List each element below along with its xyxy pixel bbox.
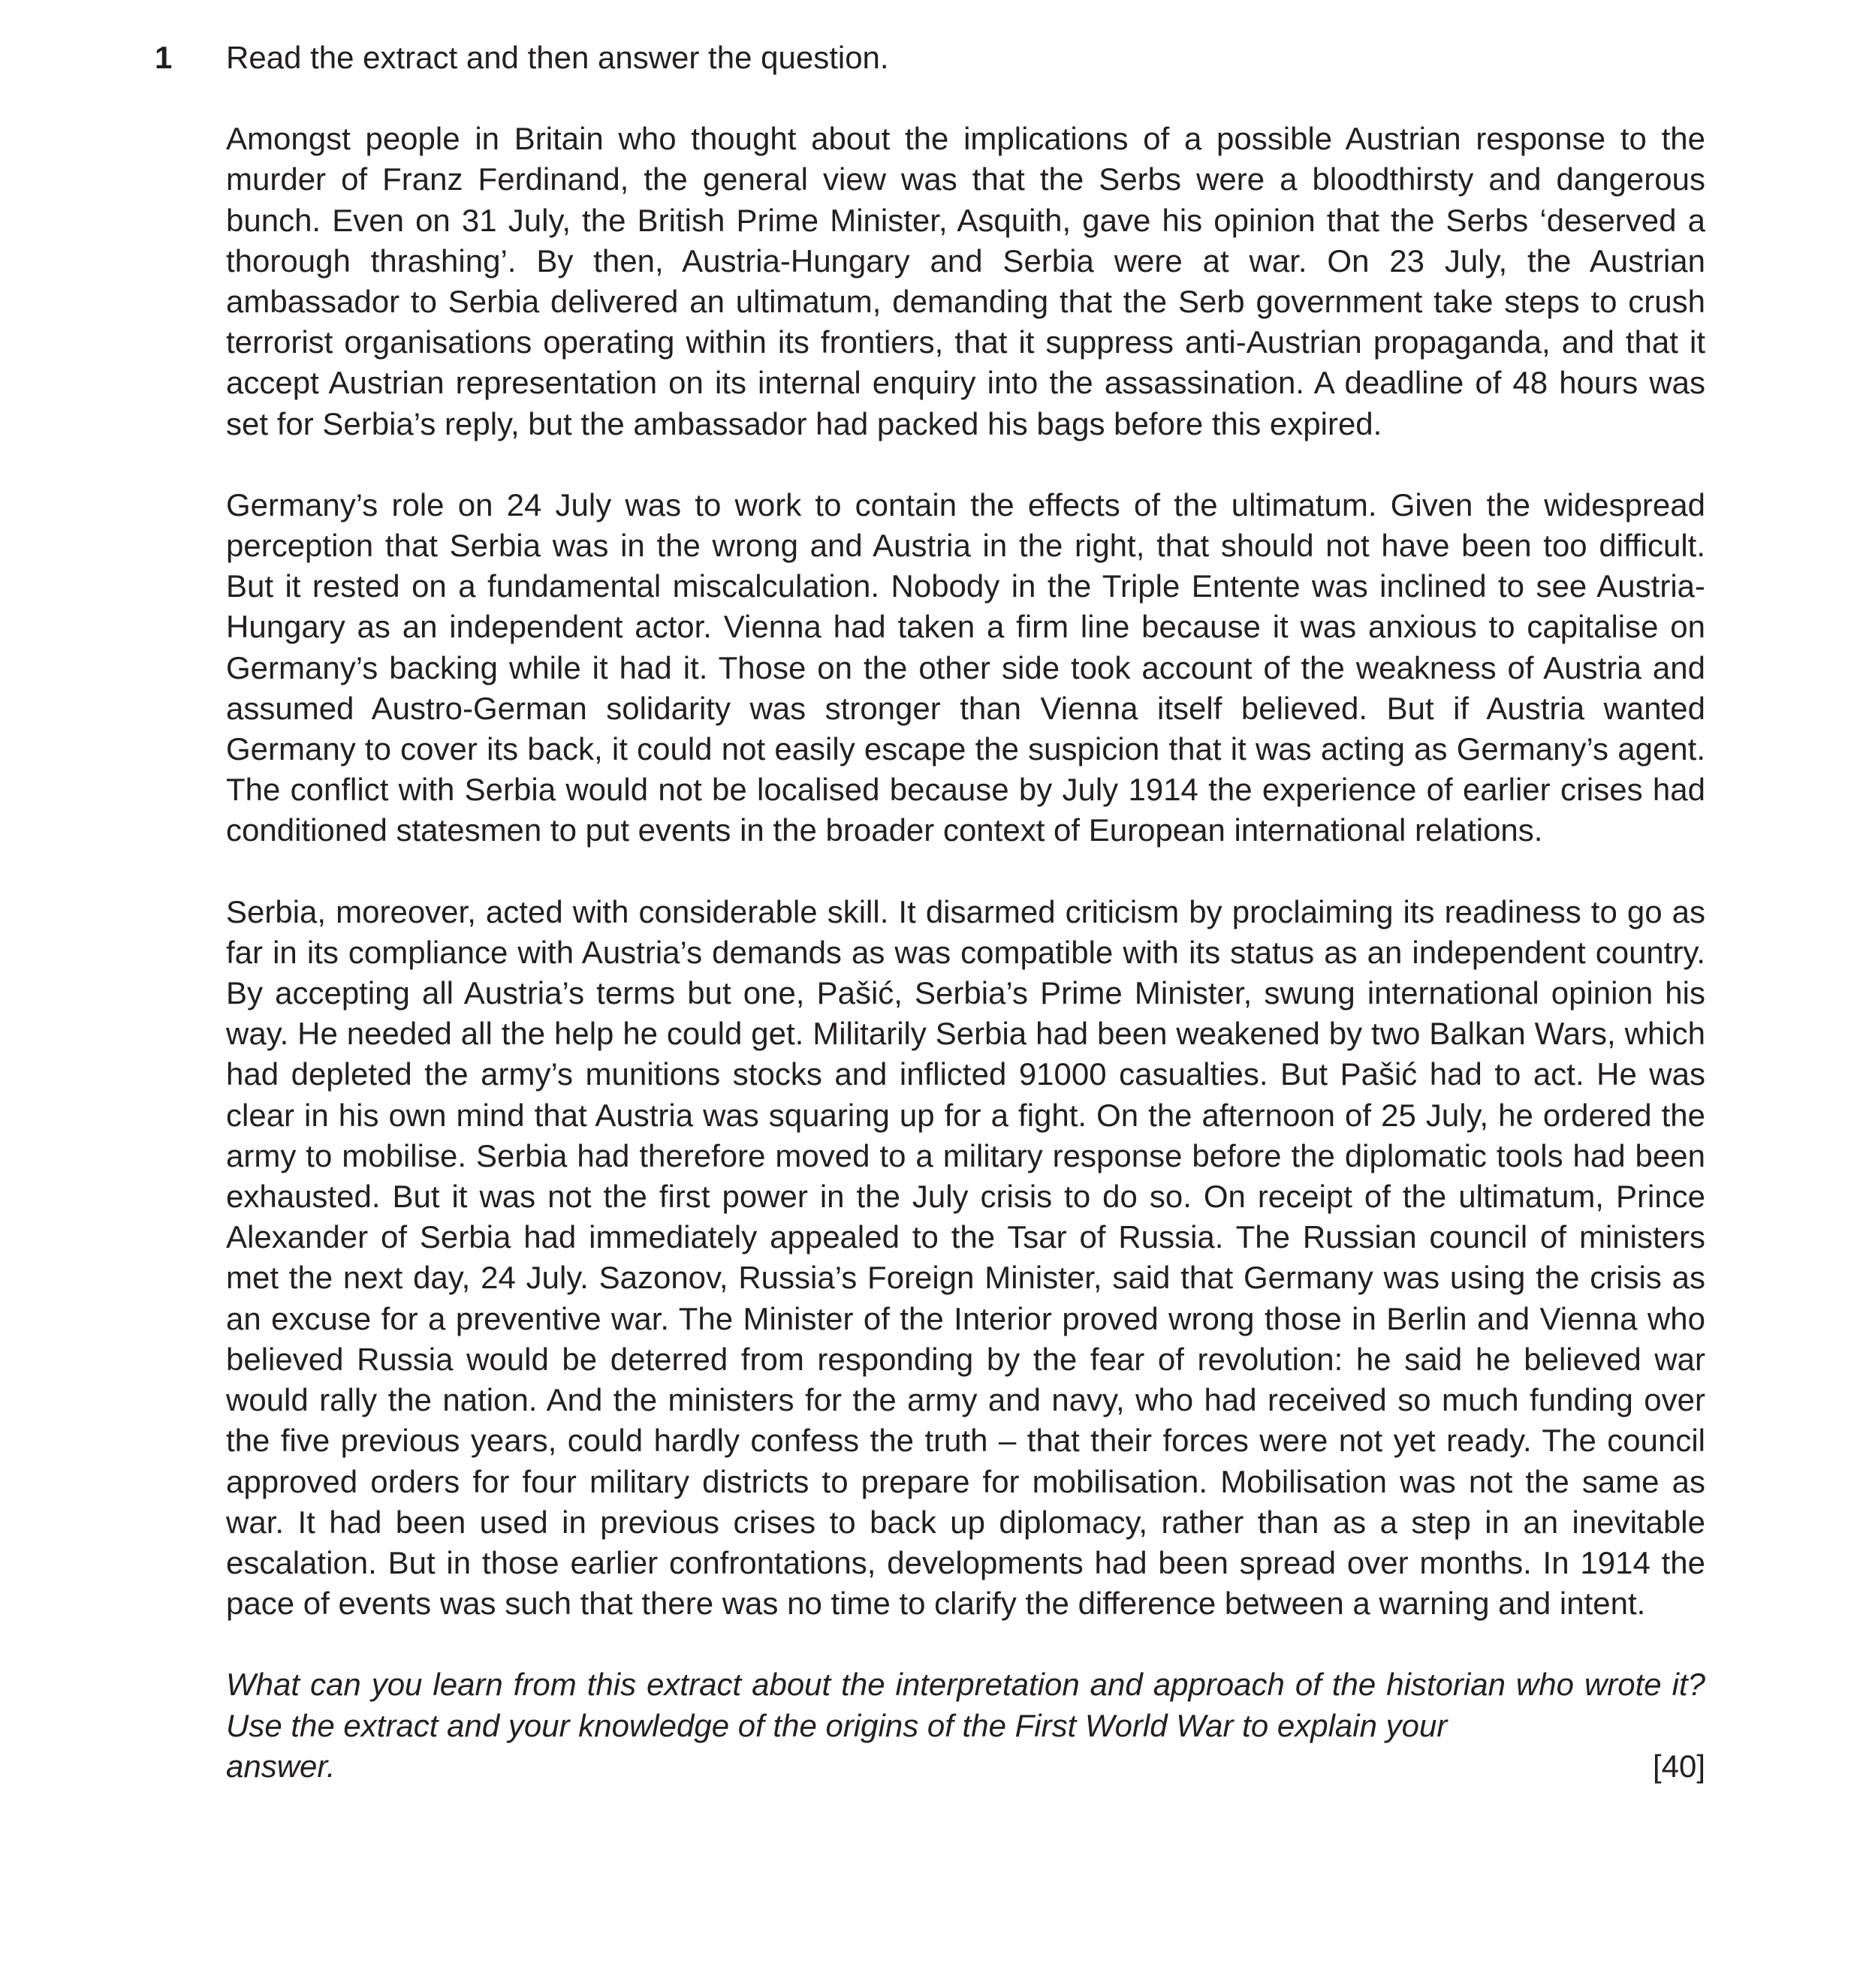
question-prompt-end: answer. [226, 1748, 336, 1784]
extract-paragraph-2: Germany’s role on 24 July was to work to contain the effects of the ultimatum. Given the widespread perception that Serbia was in the wrong and Austria in the right, that should not have been too difficult. But it rested on a fundamental miscalculation. Nobody in the Triple Entente was inclined to see Austria-Hungary as an independent actor. Vienna had taken a firm line because it was anxious to capitalise on Germany’s backing while it had it. Those on the other side took account of the weakness of Austria and assumed Austro-German solidarity was stronger than Vienna itself believed. But if Austria wanted Germany to cover its back, it could not easily escape the suspicion that it was acting as Germany’s agent. The conflict with Serbia would not be localised because by July 1914 the experience of earlier crises had conditioned statesmen to put events in the broader context of European international relations. [226, 486, 1705, 848]
question-number: 1 [155, 40, 173, 75]
question-content [226, 38, 1705, 1787]
question-prompt-last-line [226, 1746, 1705, 1787]
question-prompt [226, 1664, 1705, 1787]
marks-label: [40] [1652, 1748, 1705, 1784]
question-prompt-text: What can you learn from this extract about the interpretation and approach of the historian who wrote it? Use the extract and your knowledge of the origins of the First World War to explain your [226, 1667, 1705, 1743]
extract-paragraph-3: Serbia, moreover, acted with considerable skill. It disarmed criticism by proclaiming its readiness to go as far in its compliance with Austria’s demands as was compatible with its status as an independent country. By accepting all Austria’s terms but one, Pašić, Serbia’s Prime Minister, swung international opinion his way. He needed all the help he could get. Militarily Serbia had been weakened by two Balkan Wars, which had depleted the army’s munitions stocks and inflicted 91000 casualties. But Pašić had to act. He was clear in his own mind that Austria was squaring up for a fight. On the afternoon of 25 July, he ordered the army to mobilise. Serbia had therefore moved to a military response before the diplomatic tools had been exhausted. But it was not the first power in the July crisis to do so. On receipt of the ultimatum, Prince Alexander of Serbia had immediately appealed to the Tsar of Russia. The Russian council of ministers met the next day, 24 July. Sazonov, Russia’s Foreign Minister, said that Germany was using the crisis as an excuse for a preventive war. The Minister of the Interior proved wrong those in Berlin and Vienna who believed Russia would be deterred from responding by the fear of revolution: he said he believed war would rally the nation. And the ministers for the army and navy, who had received so much funding over the five previous years, could hardly confess the truth – that their forces were not yet ready. The council approved orders for four military districts to prepare for mobilisation. Mobilisation was not the same as war. It had been used in previous crises to back up diplomacy, rather than as a step in an inevitable escalation. But in those earlier confrontations, developments had been spread over months. In 1914 the pace of events was such that there was no time to clarify the difference between a warning and intent. [226, 893, 1705, 1622]
extract-paragraph-1: Amongst people in Britain who thought about the implications of a possible Austrian response to the murder of Franz Ferdinand, the general view was that the Serbs were a bloodthirsty and dangerous bunch. Even on 31 July, the British Prime Minister, Asquith, gave his opinion that the Serbs ‘deserved a thorough thrashing’. By then, Austria-Hungary and Serbia were at war. On 23 July, the Austrian ambassador to Serbia delivered an ultimatum, demanding that the Serb government take steps to crush terrorist organisations operating within its frontiers, that it suppress anti-Austrian propaganda, and that it accept Austrian representation on its internal enquiry into the assassination. A deadline of 48 hours was set for Serbia’s reply, but the ambassador had packed his bags before this expired. [226, 121, 1705, 441]
question-instruction: Read the extract and then answer the question. [226, 40, 889, 75]
